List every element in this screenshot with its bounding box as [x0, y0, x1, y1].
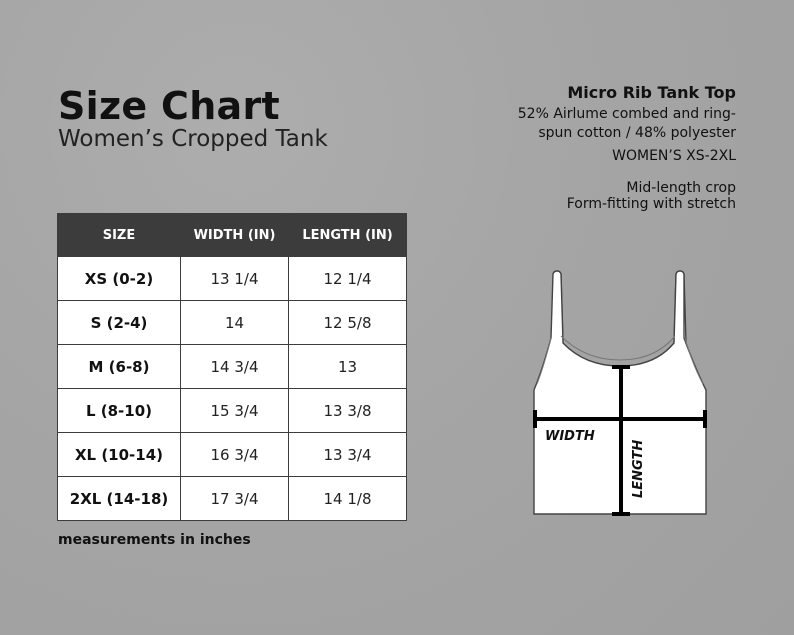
cell-length: 13: [289, 345, 407, 389]
cell-length: 14 1/8: [289, 477, 407, 521]
cell-size: XL (10-14): [58, 433, 181, 477]
page-subtitle: Women’s Cropped Tank: [58, 126, 328, 152]
cell-length: 12 1/4: [289, 257, 407, 301]
cell-width: 17 3/4: [181, 477, 289, 521]
cell-width: 14 3/4: [181, 345, 289, 389]
table-header-row: [58, 214, 407, 257]
size-range: WOMEN’S XS-2XL: [612, 148, 736, 164]
table-row: [58, 345, 407, 389]
length-label: LENGTH: [631, 439, 646, 498]
width-label: WIDTH: [545, 429, 595, 444]
cell-size: L (8-10): [58, 389, 181, 433]
cell-length: 13 3/8: [289, 389, 407, 433]
cell-width: 14: [181, 301, 289, 345]
header-length: LENGTH (IN): [289, 214, 407, 257]
table-row: [58, 433, 407, 477]
table-row: [58, 389, 407, 433]
header-width: WIDTH (IN): [181, 214, 289, 257]
cell-width: 15 3/4: [181, 389, 289, 433]
feature-crop: Mid-length crop: [626, 180, 736, 196]
feature-fit: Form-fitting with stretch: [566, 196, 736, 212]
tank-top-diagram: [527, 268, 717, 523]
cell-width: 16 3/4: [181, 433, 289, 477]
fabric-line-1: 52% Airlume combed and ring-: [517, 106, 736, 122]
table-row: [58, 257, 407, 301]
cell-size: 2XL (14-18): [58, 477, 181, 521]
measurement-note: measurements in inches: [58, 532, 251, 548]
cell-size: XS (0-2): [58, 257, 181, 301]
cell-size: M (6-8): [58, 345, 181, 389]
table-row: [58, 301, 407, 345]
size-table: [57, 213, 407, 521]
cell-size: S (2-4): [58, 301, 181, 345]
table-row: [58, 477, 407, 521]
header-size: SIZE: [58, 214, 181, 257]
cell-length: 13 3/4: [289, 433, 407, 477]
product-name: Micro Rib Tank Top: [567, 83, 736, 102]
cell-width: 13 1/4: [181, 257, 289, 301]
product-info: [416, 82, 736, 212]
page-title: Size Chart: [58, 84, 281, 128]
fabric-line-2: spun cotton / 48% polyester: [538, 125, 736, 141]
cell-length: 12 5/8: [289, 301, 407, 345]
